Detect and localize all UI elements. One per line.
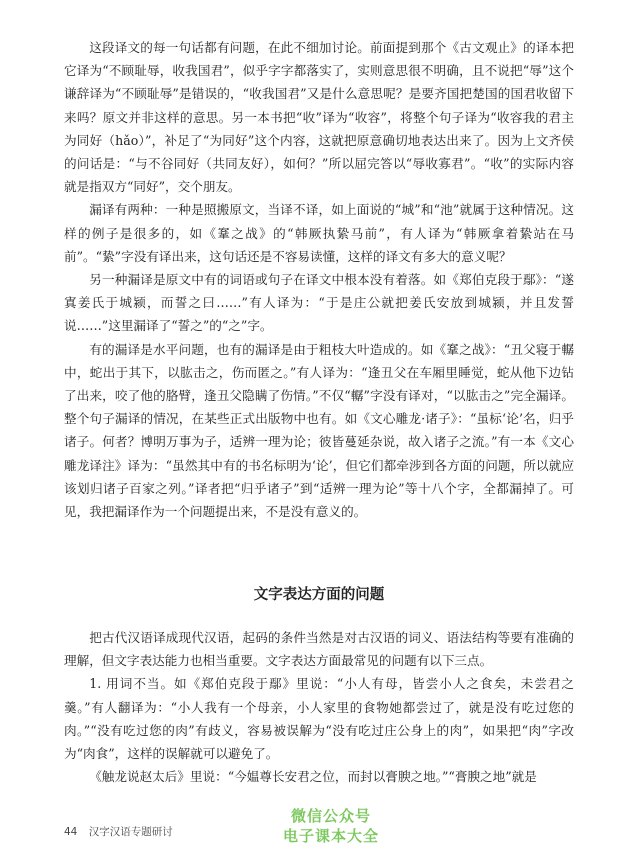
watermark-line: 电子课本大全 [282,827,379,845]
paragraph: 1. 用词不当。如《郑伯克段于鄢》里说：“小人有母，皆尝小人之食矣，未尝君之羹。”有人翻译为：“小人我有一个母亲，小人家里的食物她都尝过了，就是没有吃过您的肉。”“没有吃过您的肉”有歧义，容易被误解为“没有吃过庄公身上的肉”，如果把“肉”字改为“肉食”，这样的误解就可以避免了。 [64,676,574,762]
page-number: 44 [64,826,78,838]
body-text-bottom [64,626,574,788]
body-text-top [64,36,574,523]
paragraph: 漏译有两种：一种是照搬原文，当译不译，如上面说的“城”和“池”就属于这种情况。这样的例子是很多的，如《鞌之战》的“韩厥执絷马前”，有人译为“韩厥拿着絷站在马前”。“絷”字没有译出来，这句话还是不容易读懂，这样的译文有多大的意义呢？ [64,202,574,264]
paragraph: 《触龙说赵太后》里说：“今媪尊长安君之位，而封以膏腴之地。”“膏腴之地”就是 [89,769,537,785]
section-heading: 文字表达方面的问题 [253,587,385,603]
running-title: 汉字汉语专题研讨 [88,826,173,838]
paragraph: 有的漏译是水平问题，也有的漏译是由于粗枝大叶造成的。如《鞌之战》：“丑父寝于轏中，蛇出于其下，以肱击之，伤而匿之。”有人译为：“逢丑父在车厢里睡觉，蛇从他下边钻了出来，咬了他的胳臂，逢丑父隐瞒了伤情。”不仅“轏”字没有译对，“以肱击之”完全漏译。整个句子漏译的情况，在某些正式出版物中也有。如《文心雕龙·诸子》：“虽标‘论’名，归乎诸子。何者？博明万事为子，适辨一理为论；彼皆蔓延杂说，故入诸子之流。”有一本《文心雕龙译注》译为：“虽然其中有的书名标明为‘论’，但它们都牵涉到各方面的问题，所以就应该划归诸子百家之列。”译者把“归乎诸子”到“适辨一理为论”等十八个字，全都漏掉了。可见，我把漏译作为一个问题提出来，不是没有意义的。 [64,341,574,520]
paragraph: 把古代汉语译成现代汉语，起码的条件当然是对古汉语的词义、语法结构等要有准确的理解，但文字表达能力也相当重要。文字表达方面最常见的问题有以下三点。 [64,630,574,669]
paragraph: 另一种漏译是原文中有的词语或句子在译文中根本没有着落。如《郑伯克段于鄢》：“遂寘姜氏于城颍，而誓之曰……”有人译为：“于是庄公就把姜氏安放到城颍，并且发誓说……”这里漏译了“誓之”的“之”字。 [64,272,574,334]
page-footer [64,824,173,839]
watermark [256,806,406,846]
paragraph: 这段译文的每一句话都有问题，在此不细加讨论。前面提到那个《古文观止》的译本把它译为“不顾耻辱，收我国君”，似乎字字都落实了，实则意思很不明确，且不说把“辱”这个谦辞译为“不顾耻辱”是错误的，“收我国君”又是什么意思呢？是要齐国把楚国的国君收留下来吗？原文并非这样的意思。另一本书把“收”译为“收容”，将整个句子译为“收容我的君主为同好（hǎo）”，补足了“为同好”这个内容，这就把原意确切地表达出来了。因为上文齐侯的问话是：“与不谷同好（共同友好），如何？”所以屈完答以“辱收寡君”。“收”的实际内容就是指双方“同好”，交个朋友。 [64,40,574,195]
watermark-line: 微信公众号 [290,807,371,825]
